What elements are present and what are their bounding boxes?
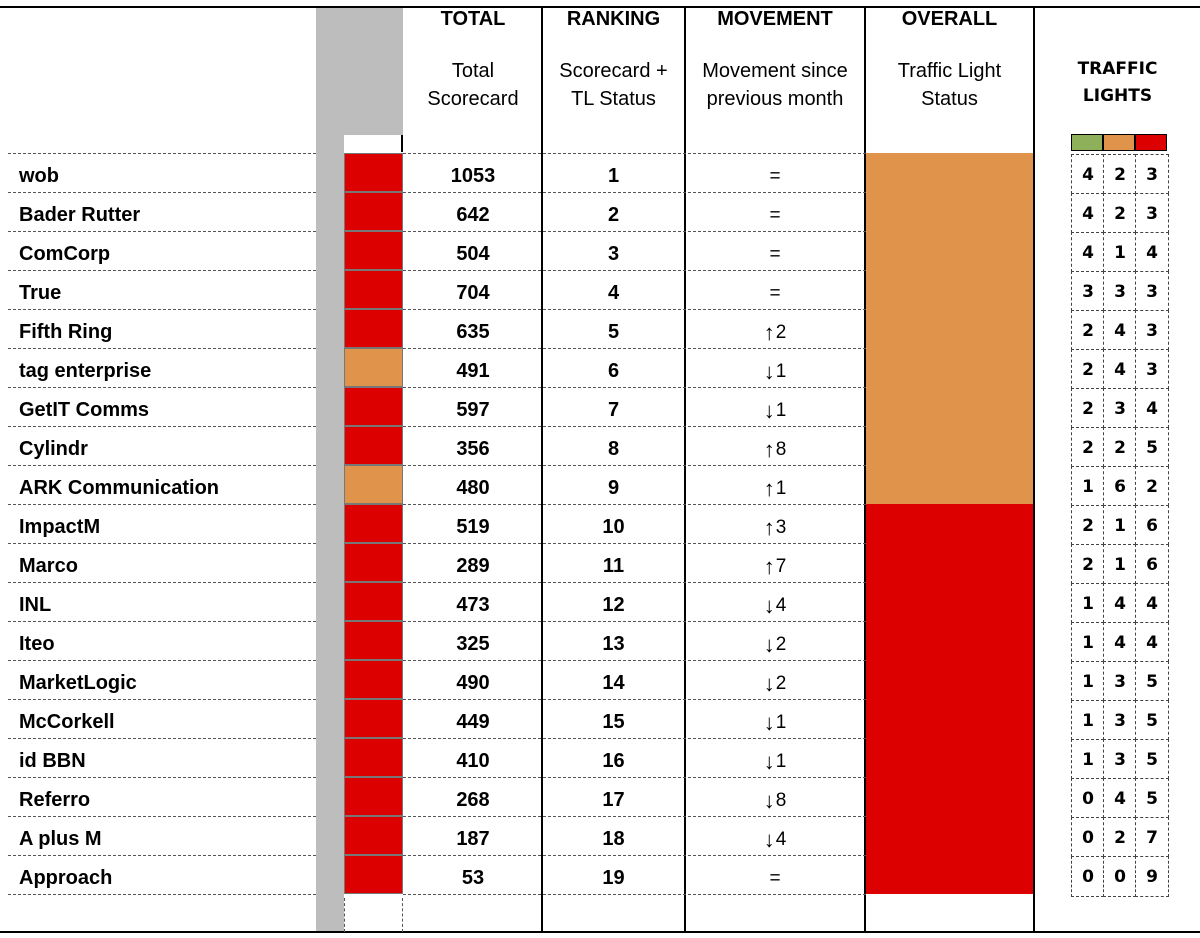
traffic-light-key-green [1071,134,1103,151]
row-separator [403,855,866,856]
movement-amount: 4 [775,594,787,616]
row-separator [403,816,866,817]
overall-status-cell [866,816,1033,855]
table-row [0,547,1200,586]
company-name: Iteo [19,633,55,655]
movement-value [686,430,864,469]
traffic-light-amber-count: 4 [1103,583,1136,623]
table-row [0,859,1200,898]
traffic-light-amber-count: 6 [1103,466,1136,506]
company-name: ImpactM [19,516,101,538]
row-separator [403,387,866,388]
overall-status-cell [866,660,1033,699]
overall-subheading-1: Traffic Light [897,60,1002,82]
row-separator [8,153,316,154]
traffic-light-red-count: 6 [1135,544,1169,584]
traffic-light-amber-count: 3 [1103,700,1136,740]
traffic-light-amber-count: 3 [1103,661,1136,701]
traffic-light-amber-count: 4 [1103,310,1136,350]
traffic-light-red-count: 4 [1135,622,1169,662]
ranking-heading: RANKING [566,8,661,30]
movement-amount: 8 [775,789,787,811]
status-color-cell [344,504,403,543]
traffic-light-red-count: 5 [1135,661,1169,701]
rank-value: 3 [607,243,620,265]
row-separator [8,192,316,193]
traffic-light-red-count: 6 [1135,505,1169,545]
overall-status-cell [866,777,1033,816]
row-separator [8,309,316,310]
arrow-down-icon: ↓ [763,748,775,774]
arrow-up-icon: ↑ [763,436,775,462]
traffic-light-green-count: 1 [1071,661,1104,701]
table-row [0,742,1200,781]
total-score: 187 [456,828,490,850]
overall-status-cell [866,309,1033,348]
traffic-light-red-count: 2 [1135,466,1169,506]
movement-value [686,508,864,547]
rank-value: 13 [602,633,625,655]
traffic-light-green-count: 4 [1071,154,1104,194]
movement-amount: = [769,282,781,304]
status-color-cell [344,621,403,660]
total-score: 289 [456,555,490,577]
arrow-down-icon: ↓ [763,826,775,852]
traffic-light-green-count: 0 [1071,856,1104,897]
traffic-light-red-count: 3 [1135,310,1169,350]
row-separator [403,660,866,661]
movement-amount: 7 [775,555,787,577]
table-row [0,235,1200,274]
total-subheading-2: Scorecard [427,88,519,110]
row-separator [8,777,316,778]
movement-amount: 1 [775,750,787,772]
status-color-cell [344,855,403,894]
traffic-light-red-count: 7 [1135,817,1169,857]
total-score: 268 [456,789,490,811]
status-color-cell [344,309,403,348]
traffic-light-amber-count: 4 [1103,622,1136,662]
movement-value [686,664,864,703]
overall-status-cell [866,270,1033,309]
rank-value: 17 [602,789,625,811]
status-color-cell [344,192,403,231]
traffic-light-green-count: 1 [1071,700,1104,740]
movement-value [686,742,864,781]
total-score: 473 [456,594,490,616]
row-separator [8,231,316,232]
status-color-cell [344,777,403,816]
row-separator [403,504,866,505]
rank-value: 5 [607,321,620,343]
row-separator [403,738,866,739]
rank-value: 16 [602,750,625,772]
traffic-light-amber-count: 3 [1103,271,1136,311]
row-separator [403,426,866,427]
movement-value [686,859,864,898]
total-score: 1053 [450,165,496,187]
traffic-light-red-count: 5 [1135,739,1169,779]
movement-value [686,391,864,430]
status-color-cell [344,231,403,270]
movement-value [686,196,864,235]
status-color-cell [344,465,403,504]
company-name: tag enterprise [19,360,152,382]
status-color-cell [344,699,403,738]
overall-status-cell [866,582,1033,621]
rank-value: 12 [602,594,625,616]
traffic-light-red-count: 5 [1135,700,1169,740]
traffic-light-red-count: 9 [1135,856,1169,897]
rank-value: 11 [602,555,625,577]
movement-amount: 2 [775,672,787,694]
movement-amount: 4 [775,828,787,850]
total-score: 504 [456,243,490,265]
traffic-light-amber-count: 1 [1103,505,1136,545]
company-name: ARK Communication [19,477,219,499]
rank-value: 1 [607,165,620,187]
company-name: id BBN [19,750,86,772]
total-score: 325 [456,633,490,655]
status-color-cell [344,270,403,309]
traffic-light-green-count: 2 [1071,388,1104,428]
table-row [0,391,1200,430]
traffic-light-green-count: 2 [1071,349,1104,389]
traffic-light-green-count: 2 [1071,505,1104,545]
overall-status-cell [866,621,1033,660]
row-separator [8,582,316,583]
movement-amount: 1 [775,477,787,499]
overall-status-cell [866,387,1033,426]
total-score: 635 [456,321,490,343]
status-color-cell [344,543,403,582]
rank-value: 19 [602,867,625,889]
arrow-down-icon: ↓ [763,592,775,618]
total-heading: TOTAL [440,8,506,30]
overall-status-cell [866,504,1033,543]
arrow-down-icon: ↓ [763,358,775,384]
traffic-light-green-count: 4 [1071,193,1104,233]
movement-subheading-2: previous month [706,88,844,110]
row-separator [8,855,316,856]
status-color-cell [344,582,403,621]
company-name: INL [19,594,52,616]
row-separator [8,660,316,661]
company-name: A plus M [19,828,102,850]
traffic-light-amber-count: 2 [1103,154,1136,194]
overall-status-cell [866,465,1033,504]
overall-status-cell [866,699,1033,738]
movement-value [686,547,864,586]
table-row [0,352,1200,391]
movement-value [686,586,864,625]
traffic-light-red-count: 4 [1135,583,1169,623]
row-separator [403,699,866,700]
status-color-cell [344,816,403,855]
movement-amount: 1 [775,711,787,733]
status-color-cell [344,153,403,192]
company-name: Bader Rutter [19,204,141,226]
movement-subheading-1: Movement since [702,60,848,82]
traffic-light-key-red [1135,134,1167,151]
overall-status-cell [866,153,1033,192]
company-name: Cylindr [19,438,88,460]
traffic-light-green-count: 2 [1071,427,1104,467]
table-row [0,157,1200,196]
traffic-light-amber-count: 4 [1103,349,1136,389]
movement-value [686,157,864,196]
status-color-cell [344,426,403,465]
movement-value [686,781,864,820]
traffic-light-green-count: 1 [1071,466,1104,506]
company-name: Referro [19,789,91,811]
rank-value: 4 [607,282,620,304]
company-name: MarketLogic [19,672,137,694]
table-row [0,820,1200,859]
overall-status-cell [866,426,1033,465]
row-separator [8,270,316,271]
row-separator [403,348,866,349]
overall-status-cell [866,855,1033,894]
movement-value [686,352,864,391]
total-score: 597 [456,399,490,421]
company-name: GetIT Comms [19,399,150,421]
traffic-light-green-count: 1 [1071,622,1104,662]
arrow-down-icon: ↓ [763,787,775,813]
movement-amount: = [769,867,781,889]
traffic-light-red-count: 4 [1135,388,1169,428]
arrow-up-icon: ↑ [763,475,775,501]
company-name: wob [19,165,59,187]
table-row [0,625,1200,664]
traffic-light-amber-count: 4 [1103,778,1136,818]
row-separator [403,621,866,622]
status-color-cell [344,348,403,387]
traffic-light-amber-count: 1 [1103,544,1136,584]
table-row [0,196,1200,235]
total-score: 449 [456,711,490,733]
traffic-light-red-count: 3 [1135,349,1169,389]
empty-trailing-row [344,898,403,932]
movement-amount: = [769,165,781,187]
traffic-light-green-count: 1 [1071,739,1104,779]
rank-value: 7 [607,399,620,421]
arrow-down-icon: ↓ [763,670,775,696]
movement-amount: 2 [775,321,787,343]
movement-value [686,235,864,274]
row-separator [403,894,866,895]
rank-value: 2 [607,204,620,226]
rank-value: 10 [602,516,625,538]
rank-value: 14 [602,672,625,694]
movement-amount: = [769,243,781,265]
movement-amount: 8 [775,438,787,460]
row-separator [8,426,316,427]
arrow-down-icon: ↓ [763,397,775,423]
company-name: True [19,282,62,304]
total-score: 704 [456,282,490,304]
arrow-up-icon: ↑ [763,553,775,579]
rank-value: 18 [602,828,625,850]
traffic-light-green-count: 3 [1071,271,1104,311]
arrow-down-icon: ↓ [763,709,775,735]
row-separator [8,387,316,388]
rank-value: 15 [602,711,625,733]
table-row [0,703,1200,742]
status-column-header-notch [344,135,403,152]
total-score: 519 [456,516,490,538]
overall-subheading-2: Status [921,88,978,110]
traffic-light-amber-count: 3 [1103,388,1136,428]
status-color-cell [344,660,403,699]
movement-amount: 1 [775,399,787,421]
company-name: ComCorp [19,243,111,265]
company-name: Fifth Ring [19,321,113,343]
table-row [0,274,1200,313]
traffic-light-green-count: 0 [1071,817,1104,857]
row-separator [8,621,316,622]
row-separator [8,738,316,739]
row-separator [8,699,316,700]
traffic-light-amber-count: 2 [1103,817,1136,857]
movement-amount: 2 [775,633,787,655]
movement-amount: = [769,204,781,226]
traffic-light-amber-count: 2 [1103,427,1136,467]
total-score: 480 [456,477,490,499]
traffic-lights-heading-1: TRAFFIC [1077,59,1158,79]
movement-heading: MOVEMENT [717,8,833,30]
overall-status-cell [866,192,1033,231]
status-color-cell [344,387,403,426]
row-separator [403,582,866,583]
traffic-light-green-count: 4 [1071,232,1104,272]
row-separator [403,270,866,271]
traffic-light-red-count: 5 [1135,778,1169,818]
status-column-header [344,7,403,135]
row-separator [8,504,316,505]
movement-value [686,274,864,313]
row-separator [403,153,866,154]
movement-value [686,625,864,664]
row-separator [8,894,316,895]
traffic-light-red-count: 3 [1135,271,1169,311]
table-row [0,469,1200,508]
row-separator [8,348,316,349]
arrow-up-icon: ↑ [763,319,775,345]
overall-status-cell [866,231,1033,270]
movement-value [686,469,864,508]
traffic-lights-heading-2: LIGHTS [1082,86,1153,106]
total-score: 490 [456,672,490,694]
bottom-border [0,931,1200,933]
table-row [0,430,1200,469]
traffic-light-red-count: 4 [1135,232,1169,272]
row-separator [403,465,866,466]
company-name: Marco [19,555,78,577]
movement-amount: 3 [775,516,787,538]
row-separator [403,231,866,232]
arrow-up-icon: ↑ [763,514,775,540]
table-row [0,664,1200,703]
total-score: 491 [456,360,490,382]
row-separator [8,465,316,466]
ranking-subheading-2: TL Status [571,88,656,110]
movement-value [686,313,864,352]
rank-value: 6 [607,360,620,382]
row-separator [403,777,866,778]
company-name: Approach [19,867,113,889]
rank-value: 8 [607,438,620,460]
row-separator [403,309,866,310]
total-score: 53 [461,867,485,889]
traffic-light-red-count: 3 [1135,154,1169,194]
overall-heading: OVERALL [901,8,998,30]
table-row [0,508,1200,547]
total-score: 642 [456,204,490,226]
overall-status-cell [866,543,1033,582]
traffic-light-red-count: 3 [1135,193,1169,233]
traffic-light-green-count: 2 [1071,544,1104,584]
overall-status-cell [866,348,1033,387]
movement-value [686,703,864,742]
traffic-light-amber-count: 2 [1103,193,1136,233]
table-row [0,313,1200,352]
ranking-subheading-1: Scorecard + [559,60,668,82]
movement-amount: 1 [775,360,787,382]
traffic-light-amber-count: 0 [1103,856,1136,897]
traffic-light-key-amber [1103,134,1135,151]
row-separator [8,543,316,544]
row-separator [403,192,866,193]
total-subheading-1: Total [451,60,495,82]
traffic-light-green-count: 0 [1071,778,1104,818]
table-row [0,586,1200,625]
movement-value [686,820,864,859]
traffic-light-amber-count: 1 [1103,232,1136,272]
row-separator [403,543,866,544]
total-score: 356 [456,438,490,460]
overall-status-cell [866,738,1033,777]
table-row [0,781,1200,820]
company-name: McCorkell [19,711,115,733]
arrow-down-icon: ↓ [763,631,775,657]
traffic-light-green-count: 1 [1071,583,1104,623]
rank-value: 9 [607,477,620,499]
traffic-light-green-count: 2 [1071,310,1104,350]
traffic-light-amber-count: 3 [1103,739,1136,779]
row-separator [8,816,316,817]
status-color-cell [344,738,403,777]
traffic-light-red-count: 5 [1135,427,1169,467]
total-score: 410 [456,750,490,772]
